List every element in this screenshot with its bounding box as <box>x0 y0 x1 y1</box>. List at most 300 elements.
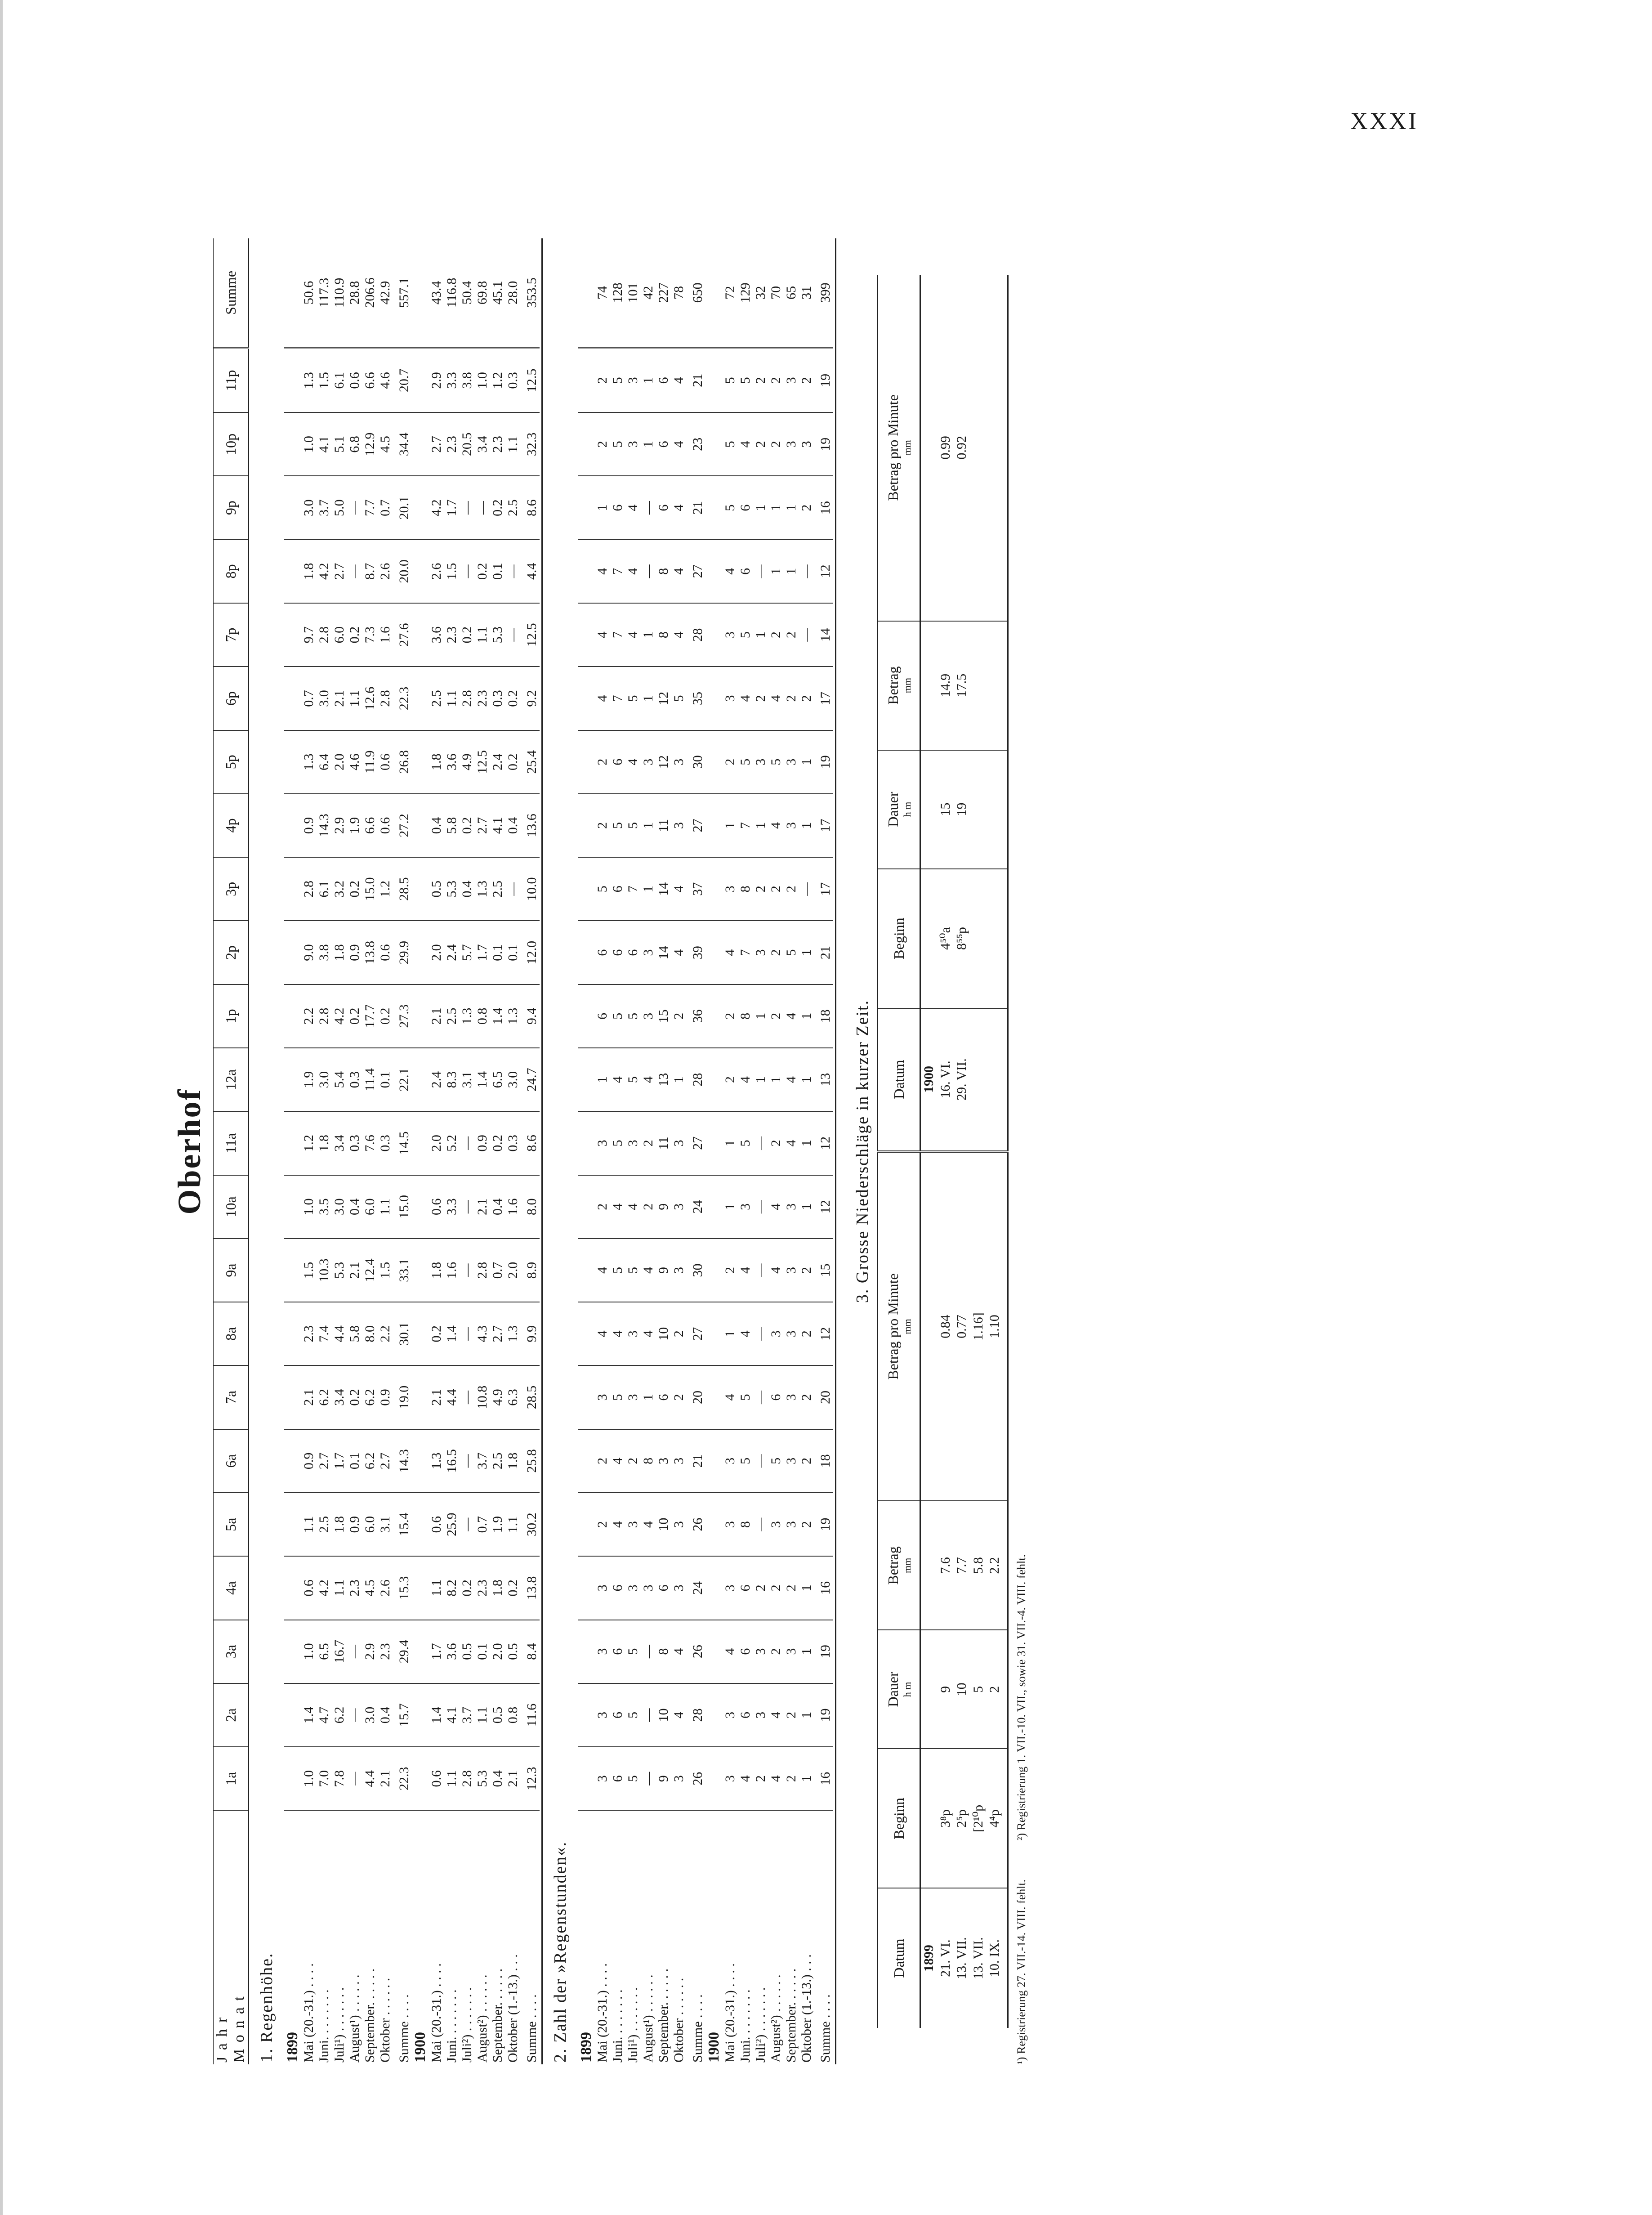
table-cell: 2.3 <box>347 1556 362 1620</box>
table-cell: 1.8 <box>429 1239 444 1302</box>
column-header-hour: 2a <box>213 1683 249 1747</box>
empty-cell <box>412 794 429 857</box>
table-cell: 2 <box>641 1111 656 1175</box>
table-cell: — <box>753 1239 768 1302</box>
table-cell: 0.1 <box>347 1429 362 1493</box>
table-cell: — <box>505 540 521 603</box>
storm-cell-betrag <box>920 621 938 750</box>
empty-cell <box>284 1365 301 1429</box>
column-header-hour: 4a <box>213 1556 249 1620</box>
storm-cell-beginn: 3⁸p <box>937 1749 954 1888</box>
table-row <box>656 238 671 2064</box>
table-cell: 8.6 <box>521 1111 540 1175</box>
table-row <box>429 238 444 2064</box>
year-label: 1899 <box>284 2032 301 2063</box>
table-cell: 2 <box>723 1048 738 1111</box>
table-cell: 17 <box>814 857 833 921</box>
empty-cell <box>705 1302 723 1365</box>
row-sum: 70 <box>768 238 784 348</box>
table-cell: 7 <box>610 540 625 603</box>
row-sum: 45.1 <box>490 238 505 348</box>
table-cell: 2 <box>671 1302 687 1365</box>
table-cell: 5 <box>738 1429 753 1493</box>
storm-cell-dauer <box>920 750 938 869</box>
summe-row <box>814 238 833 2064</box>
large-precipitation-table <box>877 275 1009 2028</box>
column-header-hour: 2p <box>213 921 249 984</box>
table-cell: 3 <box>738 1175 753 1239</box>
table-cell: 3 <box>784 1239 799 1302</box>
table-cell: 2 <box>784 1683 799 1747</box>
row-label: Oktober . . . . . . <box>378 1978 393 2063</box>
table-cell: 2 <box>784 603 799 667</box>
empty-cell <box>284 1683 301 1747</box>
table-cell: 1 <box>723 1111 738 1175</box>
column-header-hour: 9p <box>213 476 249 539</box>
table-cell: 1 <box>753 603 768 667</box>
row-sum: 42 <box>641 238 656 348</box>
storm-cell-datum: 10. IX. <box>987 1939 1002 1978</box>
table-cell: 3.7 <box>460 1683 475 1747</box>
empty-cell <box>284 857 301 921</box>
table-cell: 14 <box>656 857 671 921</box>
empty-cell <box>578 540 595 603</box>
table-cell: 4 <box>641 1302 656 1365</box>
table-cell: 4 <box>738 1048 753 1111</box>
table-cell: — <box>347 540 362 603</box>
table-cell: 3.0 <box>301 476 317 539</box>
table-cell: 0.4 <box>505 794 521 857</box>
column-header-hour: 1a <box>213 1747 249 1810</box>
storm-cell-betrag: 2.2 <box>987 1501 1003 1630</box>
row-label: August²) . . . . . . <box>475 1974 490 2063</box>
empty-cell <box>705 1175 723 1239</box>
table-row <box>317 238 332 2064</box>
table-cell: 1 <box>641 348 656 413</box>
storm-cell-pro-minute <box>970 275 987 621</box>
table-cell: 2.9 <box>429 348 444 413</box>
column-header-hour: 3a <box>213 1620 249 1683</box>
table-cell: 4 <box>610 1429 625 1493</box>
row-label: August¹) . . . . . . <box>641 1974 656 2063</box>
table-cell: 28 <box>687 1683 705 1747</box>
column-header-pro-minute: Betrag pro Minute mm <box>878 1151 920 1501</box>
row-sum: 72 <box>723 238 738 348</box>
table-cell: 3 <box>595 1747 610 1810</box>
table-cell: 2 <box>595 1493 610 1556</box>
table-cell: 4 <box>768 667 784 730</box>
table-cell: 8.3 <box>444 1048 460 1111</box>
table-cell: 6 <box>595 921 610 984</box>
table-cell: 4 <box>738 1747 753 1810</box>
empty-cell <box>412 476 429 539</box>
table-cell: 4.1 <box>490 794 505 857</box>
table-cell: 3 <box>784 730 799 794</box>
table-cell: — <box>347 1683 362 1747</box>
column-header-hour: 6p <box>213 667 249 730</box>
table-cell: 2 <box>641 1175 656 1239</box>
table-cell: 8.6 <box>521 476 540 539</box>
table-cell: 0.6 <box>429 1747 444 1810</box>
table-cell: 4 <box>768 1747 784 1810</box>
table-cell: 10.3 <box>317 1239 332 1302</box>
table-cell: 0.1 <box>490 921 505 984</box>
table-cell: 2.5 <box>490 1429 505 1493</box>
table-cell: 1.7 <box>475 921 490 984</box>
empty-cell <box>578 1111 595 1175</box>
table-cell: 2 <box>595 730 610 794</box>
table-cell: 3 <box>625 348 641 413</box>
table-cell: 6 <box>656 348 671 413</box>
page-number: XXXI <box>1350 107 1418 134</box>
table-cell: 16.5 <box>444 1429 460 1493</box>
table-cell: 0.9 <box>301 794 317 857</box>
table-cell: 11.4 <box>362 1048 378 1111</box>
table-cell: 4 <box>738 412 753 476</box>
column-header-hour: 7a <box>213 1365 249 1429</box>
table-cell: 6 <box>738 476 753 539</box>
table-cell: 4.4 <box>362 1747 378 1810</box>
table-cell: 1.1 <box>444 1747 460 1810</box>
table-cell: 5.0 <box>332 476 347 539</box>
storm-cell-beginn: 2⁵p <box>954 1749 970 1888</box>
table-cell: 12.6 <box>362 667 378 730</box>
year-label: 1900 <box>412 2032 429 2063</box>
table-cell: 8 <box>656 540 671 603</box>
row-label: Summe . . . . <box>690 1994 705 2063</box>
table-cell: 1 <box>641 1365 656 1429</box>
table-cell: 3 <box>625 1493 641 1556</box>
table-cell: — <box>505 603 521 667</box>
empty-cell <box>284 540 301 603</box>
table-cell: 27 <box>687 1111 705 1175</box>
table-cell: 3.0 <box>362 1683 378 1747</box>
table-cell: 2.4 <box>490 730 505 794</box>
table-cell: 4 <box>723 921 738 984</box>
empty-cell <box>578 476 595 539</box>
table-cell: 5.3 <box>475 1747 490 1810</box>
table-cell: 4 <box>671 412 687 476</box>
table-cell: 5.3 <box>490 603 505 667</box>
table-cell: 6 <box>610 921 625 984</box>
row-label: Juni. . . . . . . . <box>738 1989 753 2063</box>
table-cell: 8.0 <box>521 1175 540 1239</box>
table-cell: 16.7 <box>332 1620 347 1683</box>
table-cell: — <box>753 1175 768 1239</box>
table-cell: 6 <box>610 1683 625 1747</box>
table-cell: 4.3 <box>475 1302 490 1365</box>
table-row <box>753 238 768 2064</box>
row-label: Mai (20.-31.) . . . . <box>595 1963 610 2063</box>
table-cell: 4.5 <box>362 1556 378 1620</box>
table-cell: 1.5 <box>301 1239 317 1302</box>
table-cell: 28.5 <box>393 857 412 921</box>
table-cell: 5 <box>768 730 784 794</box>
table-cell: 2.1 <box>429 1365 444 1429</box>
table-cell: 4.1 <box>317 412 332 476</box>
table-cell: 4.6 <box>347 730 362 794</box>
table-cell: 9.0 <box>301 921 317 984</box>
table-row <box>301 238 317 2064</box>
table-cell: 5 <box>610 412 625 476</box>
table-cell: 19.0 <box>393 1365 412 1429</box>
table-cell: 6 <box>768 1365 784 1429</box>
table-cell: 0.2 <box>347 1365 362 1429</box>
table-cell: — <box>475 476 490 539</box>
table-cell: 19 <box>814 348 833 413</box>
column-header-betrag: Betrag mm <box>878 1501 920 1630</box>
table-cell: 20.5 <box>460 412 475 476</box>
table-cell: 2.0 <box>429 921 444 984</box>
table-cell: 5 <box>738 603 753 667</box>
table-cell: 7 <box>738 921 753 984</box>
row-label: August²) . . . . . . <box>768 1974 783 2063</box>
table-cell: — <box>505 857 521 921</box>
table-cell: 3 <box>723 1493 738 1556</box>
table-cell: 1.0 <box>301 412 317 476</box>
row-sum: 557.1 <box>393 238 412 348</box>
empty-cell <box>705 476 723 539</box>
empty-cell <box>284 1620 301 1683</box>
table-cell: 7 <box>610 603 625 667</box>
table-cell: 1.0 <box>301 1620 317 1683</box>
table-cell: 0.5 <box>429 857 444 921</box>
table-row <box>625 238 641 2064</box>
table-cell: 7.6 <box>362 1111 378 1175</box>
column-header-hour: 8p <box>213 540 249 603</box>
empty-cell <box>705 794 723 857</box>
table-cell: — <box>460 1302 475 1365</box>
table-cell: 4 <box>768 1683 784 1747</box>
table-cell: 0.2 <box>505 1556 521 1620</box>
empty-cell <box>578 1302 595 1365</box>
table-cell: 3.1 <box>460 1048 475 1111</box>
storm-cell-beginn: 8⁵⁵p <box>954 869 970 1008</box>
table-cell: 2.8 <box>460 667 475 730</box>
table-cell: 15.0 <box>362 857 378 921</box>
empty-cell <box>412 1683 429 1747</box>
row-sum: 32 <box>753 238 768 348</box>
table-cell: 22.3 <box>393 1747 412 1810</box>
table-cell: — <box>460 1239 475 1302</box>
table-cell: 12 <box>814 1111 833 1175</box>
table-cell: 0.4 <box>460 857 475 921</box>
row-label: Juli¹) . . . . . . . <box>625 1987 640 2063</box>
table-cell: 0.4 <box>378 1683 393 1747</box>
table-cell: 4.2 <box>429 476 444 539</box>
storm-cell-pro-minute: 0.92 <box>954 275 970 621</box>
table-cell: 6 <box>738 1683 753 1747</box>
table-cell: 13.8 <box>521 1556 540 1620</box>
table-cell: 2 <box>723 984 738 1048</box>
table-cell: 6 <box>656 412 671 476</box>
table-cell: 21 <box>687 1429 705 1493</box>
table-cell: 3 <box>753 921 768 984</box>
table-cell: 0.3 <box>505 348 521 413</box>
column-header-hour: 1p <box>213 984 249 1048</box>
table-cell: 0.9 <box>475 1111 490 1175</box>
table-cell: 2.2 <box>301 984 317 1048</box>
table-cell: 4.6 <box>378 348 393 413</box>
column-header-betrag-2: Betrag mm <box>878 621 920 750</box>
table-cell: 3 <box>625 412 641 476</box>
table-cell: 3 <box>641 984 656 1048</box>
storm-cell-pro-minute: 0.84 <box>937 1151 954 1501</box>
column-header-month: J a h r M o n a t <box>213 1810 249 2064</box>
table-cell: 6 <box>738 1620 753 1683</box>
empty-cell <box>578 1048 595 1111</box>
table-cell: 1.0 <box>475 348 490 413</box>
table-cell: 1.9 <box>490 1493 505 1556</box>
table-cell: 2.4 <box>429 1048 444 1111</box>
empty-cell <box>705 1620 723 1683</box>
table-cell: 2.1 <box>378 1747 393 1810</box>
empty-cell <box>412 1493 429 1556</box>
empty-cell <box>705 603 723 667</box>
table-cell: 3.5 <box>317 1175 332 1239</box>
storm-cell-pro-minute <box>987 275 1003 621</box>
table-cell: 24 <box>687 1175 705 1239</box>
table-cell: 3 <box>595 1556 610 1620</box>
table-cell: 37 <box>687 857 705 921</box>
table-cell: 12.3 <box>521 1747 540 1810</box>
table-cell: 5 <box>625 667 641 730</box>
footnote-1: ¹) Registrierung 27. VII.-14. VIII. fehlt. <box>1015 1879 1028 2064</box>
empty-cell <box>705 984 723 1048</box>
table-cell: 2.9 <box>362 1620 378 1683</box>
table-cell: 8.4 <box>521 1620 540 1683</box>
table-cell: 5 <box>738 730 753 794</box>
rule-cell <box>1003 1151 1008 1501</box>
page-title: Oberhof <box>171 1088 207 1215</box>
table-cell: 27.6 <box>393 603 412 667</box>
table-cell: 8 <box>738 1493 753 1556</box>
empty-cell <box>705 412 723 476</box>
table-cell: 2 <box>799 667 814 730</box>
empty-cell <box>578 1620 595 1683</box>
table-cell: 4.9 <box>490 1365 505 1429</box>
empty-cell <box>412 1365 429 1429</box>
row-label: Mai (20.-31.) . . . . <box>301 1963 316 2063</box>
table-cell: 3.7 <box>475 1429 490 1493</box>
table-cell: 5 <box>768 1429 784 1493</box>
table-cell: 4.2 <box>317 1556 332 1620</box>
table-cell: 4.5 <box>378 412 393 476</box>
table-cell: 1 <box>768 1048 784 1111</box>
table-cell: 2.1 <box>475 1175 490 1239</box>
table-cell: 3 <box>723 857 738 921</box>
row-sum: 206.6 <box>362 238 378 348</box>
table-cell: 2 <box>784 1747 799 1810</box>
table-cell: 2.3 <box>444 603 460 667</box>
table-cell: 2 <box>753 348 768 413</box>
table-cell: 4 <box>671 857 687 921</box>
storm-cell-pro-minute <box>920 1151 938 1501</box>
table-cell: 19 <box>814 1683 833 1747</box>
table-cell: 1.1 <box>505 412 521 476</box>
empty-cell <box>578 1683 595 1747</box>
row-sum: 69.8 <box>475 238 490 348</box>
table-cell: 5.7 <box>460 921 475 984</box>
table-cell: 0.2 <box>347 857 362 921</box>
storm-cell-datum <box>987 1008 1003 1152</box>
empty-cell <box>284 1747 301 1810</box>
storm-cell-dauer: 10 <box>954 1630 970 1749</box>
table-cell: 3 <box>723 667 738 730</box>
table-cell: 8.0 <box>362 1302 378 1365</box>
table-cell: 5 <box>610 1239 625 1302</box>
table-row <box>475 238 490 2064</box>
year-label: 1899 <box>578 2032 594 2063</box>
table-cell: 2 <box>768 603 784 667</box>
table-cell: 12 <box>814 1302 833 1365</box>
table-cell: 2.6 <box>378 540 393 603</box>
table-cell: 6 <box>610 1747 625 1810</box>
table-cell: 3 <box>784 1620 799 1683</box>
empty-cell <box>284 1302 301 1365</box>
table-cell: — <box>641 1683 656 1747</box>
table-cell: 3 <box>799 412 814 476</box>
table-cell: 3 <box>595 1111 610 1175</box>
column-header-hour: 11p <box>213 348 249 413</box>
table-cell: 3.6 <box>429 603 444 667</box>
table-cell: 4 <box>738 1239 753 1302</box>
table-row <box>738 238 753 2064</box>
column-header-dauer: Dauer h m <box>878 1630 920 1749</box>
table-cell: 5.8 <box>347 1302 362 1365</box>
empty-cell <box>412 1175 429 1239</box>
storm-cell-dauer <box>970 750 987 869</box>
empty-cell <box>578 1239 595 1302</box>
table-cell: 1 <box>799 1620 814 1683</box>
table-cell: 2.1 <box>505 1747 521 1810</box>
table-cell: 3 <box>671 1493 687 1556</box>
table-cell: 7.7 <box>362 476 378 539</box>
table-cell: 1.6 <box>505 1175 521 1239</box>
table-cell: 4 <box>671 1620 687 1683</box>
table-cell: 11 <box>656 794 671 857</box>
table-cell: 1.9 <box>301 1048 317 1111</box>
row-sum: 50.4 <box>460 238 475 348</box>
empty-cell <box>578 857 595 921</box>
storm-cell-datum: 16. VI. <box>937 1008 954 1152</box>
table-cell: 2 <box>753 412 768 476</box>
table-cell: 11 <box>656 1111 671 1175</box>
table-cell: 7.4 <box>317 1302 332 1365</box>
empty-cell <box>578 730 595 794</box>
table-cell: — <box>460 1111 475 1175</box>
table-cell: 30 <box>687 730 705 794</box>
table-cell: 3 <box>723 1747 738 1810</box>
table-cell: 1 <box>641 412 656 476</box>
table-cell: 0.3 <box>505 1111 521 1175</box>
row-label: September. . . . . . <box>656 1968 671 2063</box>
table-cell: 36 <box>687 984 705 1048</box>
table-cell: — <box>460 476 475 539</box>
table-cell: 10.8 <box>475 1365 490 1429</box>
table-cell: 2.3 <box>444 412 460 476</box>
table-cell: 5 <box>610 984 625 1048</box>
empty-cell <box>705 348 723 413</box>
column-header-hour: 8a <box>213 1302 249 1365</box>
table-cell: 2.8 <box>475 1239 490 1302</box>
table-cell: 3 <box>784 1493 799 1556</box>
storm-cell-dauer: 2 <box>987 1630 1003 1749</box>
storm-row <box>987 275 1003 2028</box>
table-cell: 0.5 <box>505 1620 521 1683</box>
table-cell: 0.2 <box>475 540 490 603</box>
table-row <box>723 238 738 2064</box>
